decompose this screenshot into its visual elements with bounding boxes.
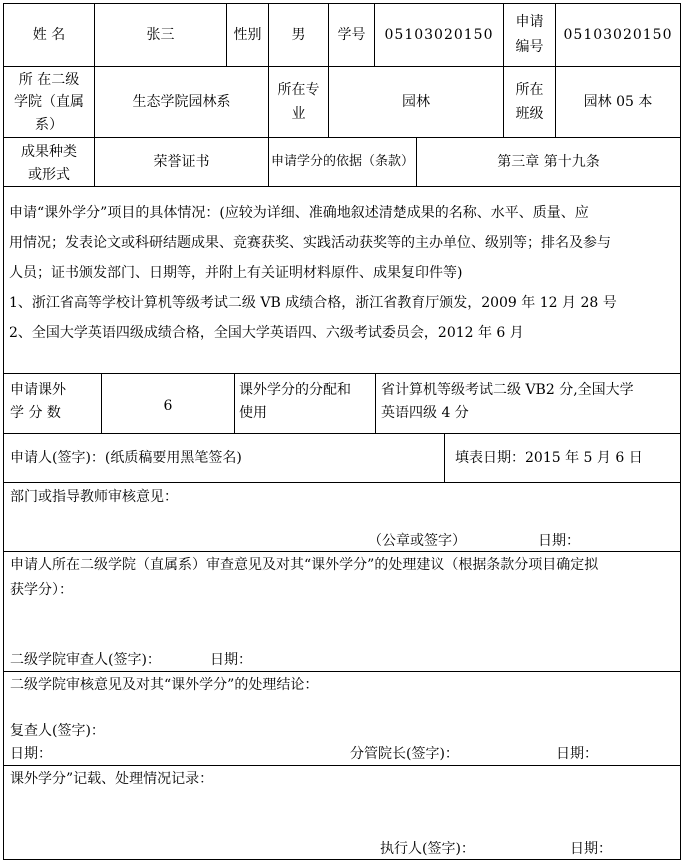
applicant-signature: 申请人(签字)：(纸质稿要用黑笔签名) — [10, 450, 242, 466]
vline — [234, 373, 235, 434]
dept-review-title: 部门或指导教师审核意见： — [10, 489, 178, 505]
student-id-value: 05103020150 — [384, 27, 494, 43]
hline — [3, 765, 681, 766]
vline — [268, 66, 269, 138]
gender-label: 性别 — [233, 27, 262, 43]
apply-no-label: 编号 — [515, 39, 544, 55]
student-id-label: 学号 — [337, 27, 366, 43]
details-instruction: 人员；证书颁发部门、日期等，并附上有关证明材料原件、成果复印件等) — [9, 265, 463, 281]
allocation-label: 课外学分的分配和 — [239, 382, 351, 398]
allocation-label: 使用 — [239, 405, 267, 421]
achievement-type-label: 或形式 — [28, 167, 70, 183]
college-reviewer-signature: 二级学院审查人(签字)： — [10, 652, 161, 668]
class-label: 班级 — [515, 106, 544, 122]
dean-signature: 分管院长(签字)： — [350, 746, 459, 762]
hline — [3, 433, 681, 434]
class-label: 所在 — [515, 82, 544, 98]
vline — [503, 3, 504, 67]
details-section — [9, 198, 677, 348]
vline — [444, 433, 445, 483]
details-instruction: 申请“课外学分”项目的具体情况：(应较为详细、准确地叙述清楚成果的名称、水平、质量、应 — [9, 205, 589, 221]
credits-label: 学 分 数 — [10, 405, 61, 421]
college-label: 学院（直属 — [14, 94, 84, 110]
achievement-type-value: 荣誉证书 — [153, 154, 210, 170]
dept-review-seal: （公章或签字） — [368, 533, 466, 549]
allocation-value: 英语四级 4 分 — [381, 405, 469, 421]
details-item: 1、浙江省高等学校计算机等级考试二级 VB 成绩合格，浙江省教育厅颁发，2009 年 12 月 28 号 — [9, 295, 617, 311]
credit-basis-value: 第三章 第十九条 — [497, 154, 600, 170]
achievement-type-label: 成果种类 — [21, 144, 77, 160]
executor-signature: 执行人(签字)： — [380, 841, 475, 857]
college-review-date: 日期： — [210, 652, 252, 668]
allocation-value: 省计算机等级考试二级 VB2 分,全国大学 — [381, 382, 634, 398]
name-value: 张三 — [146, 27, 175, 43]
credit-basis-label: 申请学分的依据（条款） — [270, 154, 414, 169]
gender-value: 男 — [291, 27, 306, 43]
conclusion-date-right: 日期： — [556, 746, 598, 762]
hline — [3, 373, 681, 374]
border-top — [3, 3, 681, 4]
college-label: 所 在二级 — [18, 72, 80, 88]
class-value: 园林 05 本 — [583, 94, 653, 110]
conclusion-date-left: 日期： — [10, 746, 52, 762]
major-label: 所在专 — [277, 82, 320, 98]
hline — [3, 551, 681, 552]
border-bottom — [3, 859, 681, 860]
apply-no-label: 申请 — [515, 14, 544, 30]
college-label: 系） — [35, 117, 63, 133]
details-item: 2、全国大学英语四级成绩合格，全国大学英语四、六级考试委员会，2012 年 6 月 — [9, 325, 524, 341]
name-label: 姓 名 — [32, 27, 66, 43]
vline — [503, 66, 504, 138]
credits-label: 申请课外 — [10, 382, 66, 398]
hline — [3, 66, 681, 67]
record-date: 日期： — [570, 841, 612, 857]
hline — [3, 482, 681, 483]
hline — [3, 137, 681, 138]
major-value: 园林 — [402, 94, 430, 110]
conclusion-title: 二级学院审核意见及对其“课外学分”的处理结论： — [10, 677, 319, 693]
college-review-title: 获学分）： — [10, 582, 73, 598]
college-value: 生态学院园林系 — [132, 94, 231, 110]
details-instruction: 用情况；发表论文或科研结题成果、竞赛获奖、实践活动获奖等的主办单位、级别等；排名及参与 — [9, 235, 611, 251]
vline — [375, 373, 376, 434]
credits-value: 6 — [163, 398, 173, 414]
dept-review-date: 日期： — [538, 533, 580, 549]
major-label: 业 — [291, 106, 306, 122]
hline — [3, 671, 681, 672]
apply-no-value: 05103020150 — [563, 27, 673, 43]
record-title: 课外学分”记载、处理情况记录： — [10, 771, 214, 787]
fill-date: 填表日期：2015 年 5 月 6 日 — [455, 450, 643, 466]
college-review-title: 申请人所在二级学院（直属系）审查意见及对其“课外学分”的处理建议（根据条款分项目确定拟 — [10, 557, 599, 573]
checker-signature: 复查人(签字)： — [10, 723, 105, 739]
hline — [3, 186, 681, 187]
border-right — [680, 3, 681, 860]
